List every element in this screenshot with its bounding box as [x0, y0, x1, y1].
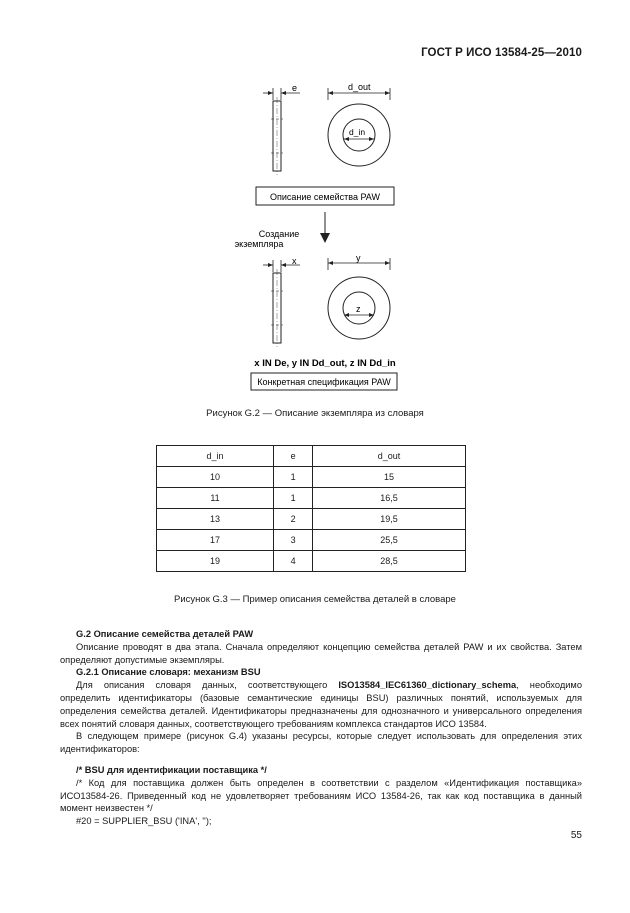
label-d-in: d_in [349, 127, 366, 137]
section-g21-title: G.2.1 Описание словаря: механизм BSU [76, 667, 261, 678]
table-cell: 13 [157, 509, 274, 530]
label-d-out: d_out [348, 82, 371, 92]
table-header-cell: d_in [157, 446, 274, 467]
figure-g3-caption: Рисунок G.3 — Пример описания семейства деталей в словаре [174, 594, 456, 605]
table-cell: 1 [274, 488, 313, 509]
table-row [157, 509, 466, 530]
table-cell: 4 [274, 551, 313, 572]
label-y: y [356, 253, 361, 263]
schema-name: ISO13584_IEC61360_dictionary_schema [338, 680, 517, 691]
figure-g2-caption: Рисунок G.2 — Описание экземпляра из словаря [206, 408, 424, 419]
label-x: x [292, 256, 297, 266]
section-g21-paragraph: Для описания словаря данных, соответствующего ISO13584_IEC61360_dictionary_schema, необходимо определить идентификаторы (базовые семантические единицы BSU) различных понятий, используемых для определения семейства деталей. Идентификаторы предназначены для однозначного и универсального определения всех понятий словаря данных, соответствующего требованиям комплекса стандартов ИСО 13584. [60, 680, 582, 729]
document-header: ГОСТ Р ИСО 13584-25—2010 [421, 47, 582, 59]
table-cell: 16,5 [313, 488, 466, 509]
constraint-text: x IN De, y IN Dd_out, z IN Dd_in [254, 358, 396, 369]
arrow-label-line1: Создание [258, 229, 300, 239]
page-number: 55 [570, 830, 582, 841]
table-row [157, 551, 466, 572]
bottom-washer-side-view [263, 260, 300, 347]
table-header-cell: e [274, 446, 313, 467]
table-cell: 15 [313, 467, 466, 488]
table-cell: 2 [274, 509, 313, 530]
label-z: z [356, 304, 361, 314]
bottom-washer-front-view [328, 258, 390, 339]
table-cell: 19,5 [313, 509, 466, 530]
section-g21-paragraph-2: В следующем примере (рисунок G.4) указаны ресурсы, которые следует использовать для определения этих идентификаторов: [60, 731, 582, 755]
label-e: e [292, 83, 298, 93]
table-cell: 17 [157, 530, 274, 551]
table-cell: 28,5 [313, 551, 466, 572]
table-cell: 11 [157, 488, 274, 509]
section-g2-body [60, 628, 582, 828]
figure-g2-diagram [0, 0, 630, 400]
table-header-row [157, 446, 466, 467]
box-family-description-label: Описание семейства PAW [270, 192, 380, 202]
table-cell: 25,5 [313, 530, 466, 551]
table-cell: 3 [274, 530, 313, 551]
table-cell: 1 [274, 467, 313, 488]
table-row [157, 467, 466, 488]
part-family-table [156, 445, 466, 572]
table-row [157, 530, 466, 551]
table-row [157, 488, 466, 509]
table-cell: 10 [157, 467, 274, 488]
top-washer-side-view [263, 88, 300, 175]
code-line: #20 = SUPPLIER_BSU ('INA', ''); [76, 816, 212, 827]
box-specific-spec-label: Конкретная спецификация PAW [257, 377, 391, 387]
down-arrow-icon [320, 212, 330, 243]
section-g2-paragraph: Описание проводят в два этапа. Сначала определяют концепцию семейства деталей PAW и их свойства. Затем определяют допустимые экземпляры. [60, 641, 582, 665]
table-cell: 19 [157, 551, 274, 572]
section-g2-title: G.2 Описание семейства деталей PAW [76, 629, 254, 639]
table-header-cell: d_out [313, 446, 466, 467]
arrow-label-line2: экземпляра [234, 239, 284, 249]
code-comment: /* Код для поставщика должен быть определен в соответствии с разделом «Идентификация поставщика» ИСО13584-26. Приведенный код не удовлетворяет требованиям ИСО 13584-26, так как код поставщика в данный момент неизвестен */ [60, 777, 582, 814]
code-title: /* BSU для идентификации поставщика */ [76, 764, 267, 775]
